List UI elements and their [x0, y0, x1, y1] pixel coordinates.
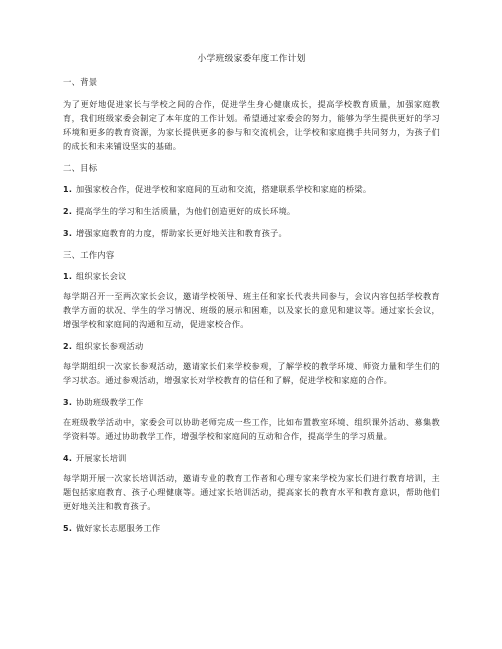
- document-title: 小学班级家委年度工作计划: [197, 54, 306, 64]
- subsection-heading: [63, 452, 440, 465]
- subsection-paragraph: 每学期召开一至两次家长会议，邀请学校领导、班主任和家长代表共同参与，会议内容包括学校教育教学方面的状况、学生的学习情况、班级的展示和困难，以及家长的意见和建议等。通过家长会议，增强学校和家庭间的沟通和互动，促进家校合作。: [63, 291, 440, 329]
- section-heading-background: 一、背景: [63, 77, 98, 87]
- subsection-label: 做好家长志愿服务工作: [75, 523, 161, 533]
- subsection-heading: [63, 340, 440, 353]
- subsection-label: 协助班级教学工作: [75, 397, 144, 407]
- subsection-paragraph: 每学期组织一次家长参观活动，邀请家长们来学校参观，了解学校的教学环境、师资力量和学生们的学习状态。通过参观活动，增强家长对学校教育的信任和了解，促进学校和家庭的合作。: [63, 361, 440, 385]
- subsection-number: 5.: [63, 524, 73, 533]
- goal-number: 1.: [63, 185, 73, 194]
- goal-item: [63, 183, 440, 196]
- subsection-paragraph: 在班级教学活动中，家委会可以协助老师完成一些工作，比如布置教室环境、组织课外活动、募集教学资料等。通过协助教学工作，增强学校和家庭间的互动和合作，提高学生的学习质量。: [63, 417, 440, 441]
- subsection-label: 开展家长培训: [75, 453, 127, 463]
- subsection-heading: [63, 522, 440, 535]
- goal-item: [63, 205, 440, 218]
- background-paragraph: 为了更好地促进家长与学校之间的合作，促进学生身心健康成长，提高学校教育质量，加强家庭教育，我们班级家委会制定了本年度的工作计划。希望通过家委会的努力，能够为学生提供更好的学习环境和更多的教育资源，为家长提供更多的参与和交流机会，让学校和家庭携手共同努力，为孩子们的成长和未来铺设坚实的基础。: [63, 99, 440, 151]
- goal-text: 增强家庭教育的力度，帮助家长更好地关注和教育孩子。: [75, 228, 287, 238]
- goal-number: 2.: [63, 207, 73, 216]
- goal-text: 加强家校合作，促进学校和家庭间的互动和交流，搭建联系学校和家庭的桥梁。: [75, 184, 372, 194]
- subsection-label: 组织家长会议: [75, 271, 127, 281]
- subsection-number: 3.: [63, 398, 73, 407]
- subsection-number: 1.: [63, 272, 73, 281]
- goal-text: 提高学生的学习和生活质量，为他们创造更好的成长环境。: [75, 206, 296, 216]
- subsection-heading: [63, 270, 440, 283]
- subsection-heading: [63, 396, 440, 409]
- subsection-number: 4.: [63, 454, 73, 463]
- goal-number: 3.: [63, 229, 73, 238]
- section-heading-work-content: 三、工作内容: [63, 250, 115, 260]
- subsection-label: 组织家长参观活动: [75, 341, 144, 351]
- subsection-number: 2.: [63, 342, 73, 351]
- goal-item: [63, 227, 440, 240]
- section-heading-goals: 二、目标: [63, 163, 98, 173]
- subsection-paragraph: 每学期开展一次家长培训活动，邀请专业的教育工作者和心理专家来学校为家长们进行教育培训，主题包括家庭教育、孩子心理健康等。通过家长培训活动，提高家长的教育水平和教育意识，帮助他们更好地关注和教育孩子。: [63, 473, 440, 511]
